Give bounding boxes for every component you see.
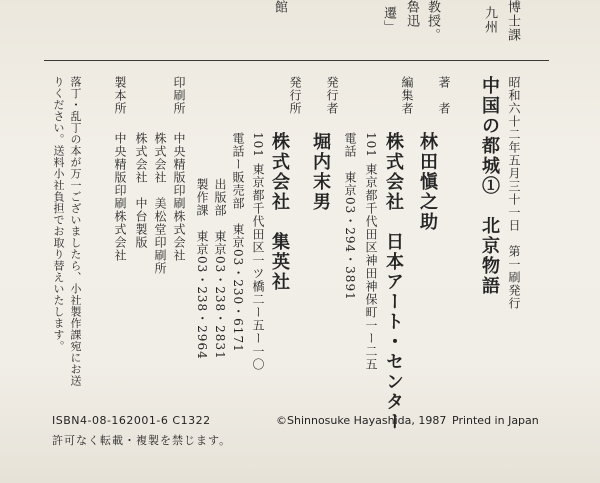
top-fragment: 九州 — [482, 6, 497, 34]
publisher-label: 発行所 — [288, 76, 302, 115]
printing-company-2: 株式会社 美松堂印刷所 — [153, 132, 167, 275]
notice-line-1: 落丁・乱丁の本が万一ございましたら、小社製作課宛にお送 — [69, 76, 82, 387]
isbn: ISBN4-08-162001-6 C1322 — [52, 414, 211, 427]
top-fragment: 教授。 — [425, 0, 440, 42]
publisher-name: 株式会社 集英社 — [269, 132, 290, 292]
prohibition-notice: 許可なく転載・複製を禁じます。 — [52, 434, 232, 447]
author-label: 著 者 — [437, 76, 451, 115]
top-fragment: 遷」 — [381, 6, 396, 34]
phone-sales: 電話ー販売部 東京03・230・6171 — [231, 132, 245, 353]
phone-publishing: 出版部 東京03・238・2831 — [213, 178, 227, 360]
binding-company: 中央精版印刷株式会社 — [113, 132, 127, 262]
editor-name: 株式会社 日本アート・センター — [383, 132, 404, 432]
printing-company-1: 中央精版印刷株式会社 — [172, 132, 186, 262]
notice-line-2: りください。送料小社負担でお取り替えいたします。 — [52, 76, 65, 352]
top-rule — [44, 60, 549, 61]
phone-production: 製作課 東京03・238・2964 — [195, 178, 209, 360]
binding-label: 製本所 — [113, 76, 127, 115]
copyright: ©Shinnosuke Hayashida, 1987 — [276, 414, 447, 427]
printing-label: 印刷所 — [172, 76, 186, 115]
publisher-person-name: 堀内末男 — [310, 132, 331, 212]
printed-in: Printed in Japan — [452, 414, 539, 427]
publisher-address: 101 東京都千代田区一ツ橋二ー五ー一〇 — [251, 132, 265, 371]
issue-date: 昭和六十二年五月三十一日 第一刷発行 — [507, 76, 521, 310]
editor-phone: 電話 東京03・294・3891 — [343, 132, 357, 301]
editor-label: 編集者 — [400, 76, 414, 115]
publisher-person-label: 発行者 — [325, 76, 339, 115]
top-fragment: 館 — [272, 0, 287, 14]
printing-company-3: 株式会社 中台製版 — [134, 132, 148, 249]
top-fragment: 魯迅 — [404, 0, 419, 28]
editor-address: 101 東京都千代田区神田神保町一ー二五 — [364, 132, 378, 371]
author-name: 林田愼之助 — [417, 132, 438, 232]
book-title: 中国の都城① 北京物語 — [479, 76, 500, 296]
top-fragment: 博士課 — [505, 0, 520, 42]
